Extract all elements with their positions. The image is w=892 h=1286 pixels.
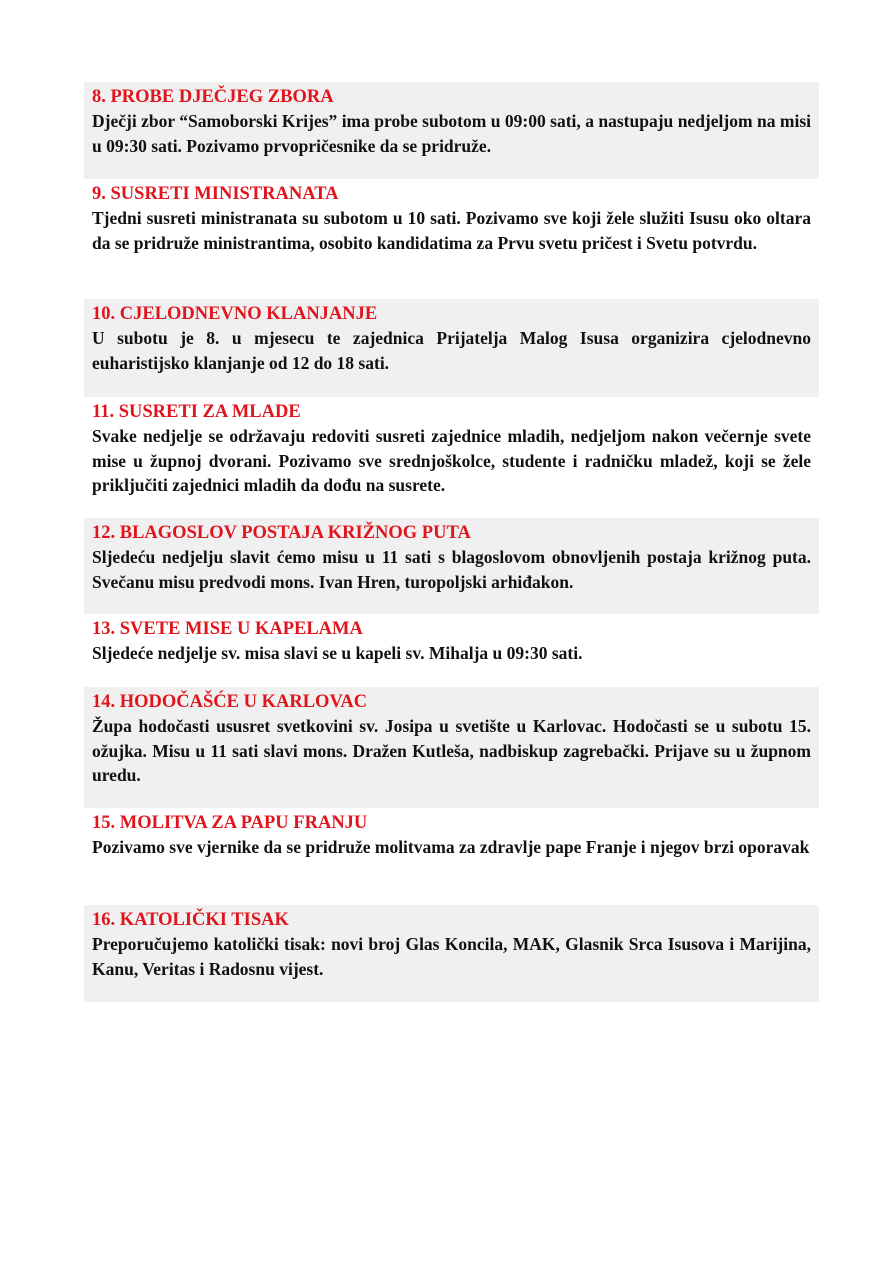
- announcement-title: 10. CJELODNEVNO KLANJANJE: [92, 304, 378, 324]
- announcement-text: Pozivamo sve vjernike da se pridruže molitvama za zdravlje pape Franje i njegov brzi oporavak: [92, 837, 810, 857]
- announcement-text: Sljedeće nedjelje sv. misa slavi se u kapeli sv. Mihalja u 09:30 sati.: [92, 643, 583, 663]
- announcement-text: Tjedni susreti ministranata su subotom u 10 sati. Pozivamo sve koji žele služiti Isusu oko oltara da se pridruže ministrantima, osobito kandidatima za Prvu svetu pričest i Svetu potvrdu.: [92, 208, 811, 253]
- announcement-title: 8. PROBE DJEČJEG ZBORA: [92, 87, 334, 107]
- announcement-stations-blessing: [84, 518, 819, 614]
- announcement-title: 13. SVETE MISE U KAPELAMA: [92, 619, 363, 639]
- announcement-catholic-press: [84, 905, 819, 1002]
- announcement-altar-servers: [84, 179, 819, 299]
- announcement-title: 12. BLAGOSLOV POSTAJA KRIŽNOG PUTA: [92, 523, 471, 543]
- announcement-text: Sljedeću nedjelju slavit ćemo misu u 11 sati s blagoslovom obnovljenih postaja križnog puta. Svečanu misu predvodi mons. Ivan Hren, turopoljski arhiđakon.: [92, 547, 811, 592]
- announcement-prayer-pope: [84, 808, 819, 905]
- announcement-text: Dječji zbor “Samoborski Krijes” ima probe subotom u 09:00 sati, a nastupaju nedjeljom na misi u 09:30 sati. Pozivamo prvopričesnike da se pridruže.: [92, 111, 811, 156]
- announcement-text: Svake nedjelje se održavaju redoviti susreti zajednice mladih, nedjeljom nakon večernje svete mise u župnoj dvorani. Pozivamo sve srednjoškolce, studente i radničku mladež, koji se žele priključiti zajednici mladih da dođu na susrete.: [92, 426, 811, 495]
- announcement-adoration: [84, 299, 819, 397]
- announcement-title: 9. SUSRETI MINISTRANATA: [92, 184, 339, 204]
- announcement-pilgrimage: [84, 687, 819, 808]
- announcement-text: U subotu je 8. u mjesecu te zajednica Prijatelja Malog Isusa organizira cjelodnevno euharistijsko klanjanje od 12 do 18 sati.: [92, 328, 811, 373]
- announcement-youth-meetings: [84, 397, 819, 518]
- announcement-title: 14. HODOČAŠĆE U KARLOVAC: [92, 692, 368, 712]
- announcement-title: 15. MOLITVA ZA PAPU FRANJU: [92, 813, 368, 833]
- announcement-text: Preporučujemo katolički tisak: novi broj Glas Koncila, MAK, Glasnik Srca Isusova i Marijina, Kanu, Veritas i Radosnu vijest.: [92, 934, 811, 979]
- announcement-children-choir: [84, 82, 819, 179]
- announcement-title: 16. KATOLIČKI TISAK: [92, 910, 289, 930]
- announcement-text: Župa hodočasti ususret svetkovini sv. Josipa u svetište u Karlovac. Hodočasti se u subotu 15. ožujka. Misu u 11 sati slavi mons. Dražen Kutleša, nadbiskup zagrebački. Prijave su u župnom uredu.: [92, 716, 811, 785]
- announcement-title: 11. SUSRETI ZA MLADE: [92, 402, 301, 422]
- announcement-chapel-masses: [84, 614, 819, 687]
